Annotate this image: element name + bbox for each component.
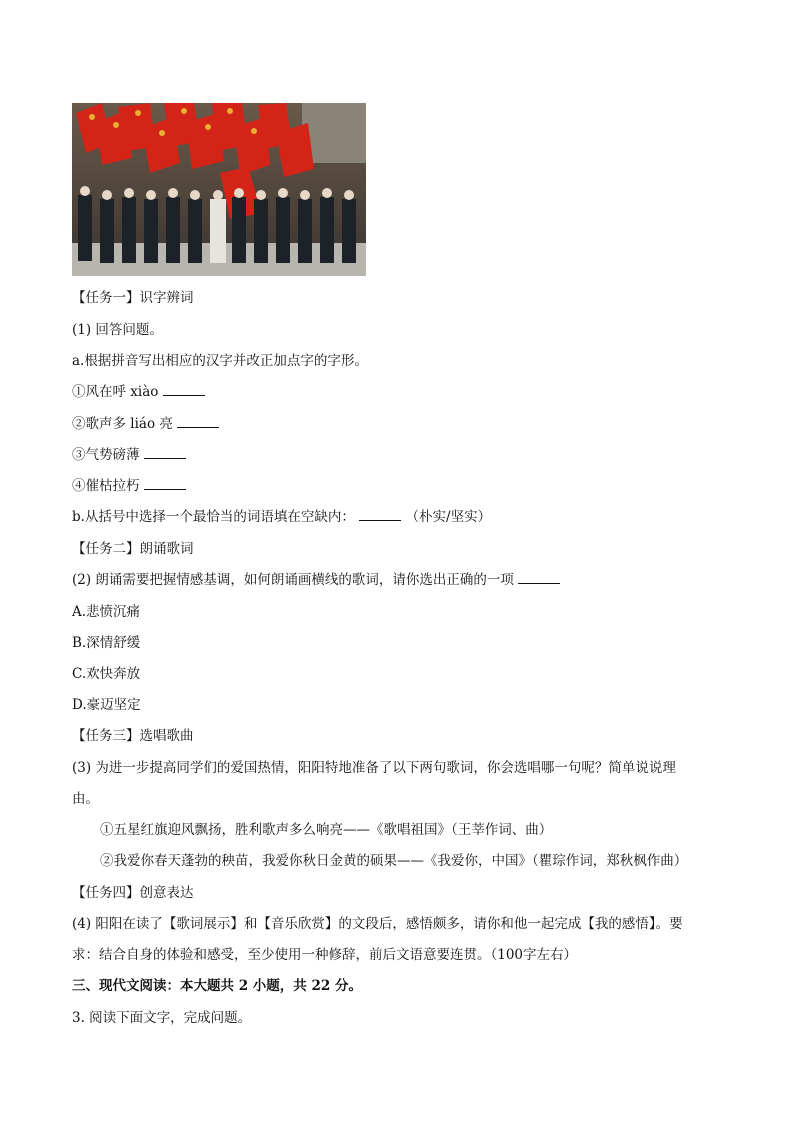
- part-b-instruction: b.从括号中选择一个最恰当的词语填在空缺内： （朴实/坚实）: [72, 509, 492, 525]
- reading-question-3: 3. 阅读下面文字，完成问题。: [72, 1010, 252, 1026]
- parade-photo-icon: [72, 103, 366, 276]
- option-b: B.深情舒缓: [72, 635, 141, 651]
- lyric-2: ②我爱你春天蓬勃的秧苗，我爱你秋日金黄的硕果——《我爱你，中国》（瞿琮作词，郑秋枫作曲）: [100, 853, 688, 869]
- option-c: C.欢快奔放: [72, 666, 141, 682]
- answer-blank[interactable]: [359, 508, 401, 521]
- item-4: ④催枯拉朽: [72, 477, 186, 495]
- question-4-line1: (4) 阳阳在读了【歌词展示】和【音乐欣赏】的文段后，感悟颇多，请你和他一起完成【我的感悟】。要: [72, 916, 683, 932]
- answer-blank[interactable]: [144, 477, 186, 490]
- option-d: D.豪迈坚定: [72, 697, 141, 713]
- answer-blank[interactable]: [144, 446, 186, 459]
- section-3-heading: 三、现代文阅读：本大题共 2 小题，共 22 分。: [72, 978, 362, 994]
- question-3-line2: 由。: [72, 791, 99, 807]
- task3-heading: 【任务三】选唱歌曲: [72, 728, 194, 744]
- option-a: A.悲愤沉痛: [72, 604, 141, 620]
- task1-heading: 【任务一】识字辨词: [72, 290, 194, 306]
- item-2: ②歌声多 liáo 亮: [72, 415, 219, 433]
- answer-blank[interactable]: [518, 571, 560, 584]
- task4-heading: 【任务四】创意表达: [72, 885, 194, 901]
- task2-heading: 【任务二】朗诵歌词: [72, 541, 194, 557]
- item-1: ①风在呼 xiào: [72, 383, 205, 401]
- question-2: (2) 朗诵需要把握情感基调，如何朗诵画横线的歌词，请你选出正确的一项: [72, 571, 560, 589]
- question-4-line2: 求：结合自身的体验和感受，至少使用一种修辞，前后文语意要连贯。（100字左右）: [72, 947, 578, 963]
- part-a-instruction: a.根据拼音写出相应的汉字并改正加点字的字形。: [72, 353, 368, 369]
- question-3-line1: (3) 为进一步提高同学们的爱国热情，阳阳特地准备了以下两句歌词，你会选唱哪一句呢？简单说说理: [72, 760, 676, 776]
- lyric-1: ①五星红旗迎风飘扬，胜利歌声多么响亮——《歌唱祖国》（王莘作词、曲）: [100, 822, 553, 838]
- answer-blank[interactable]: [163, 383, 205, 396]
- parade-photo: [72, 103, 366, 276]
- answer-blank[interactable]: [177, 415, 219, 428]
- item-3: ③气势磅薄: [72, 446, 186, 464]
- question-1: (1) 回答问题。: [72, 322, 163, 338]
